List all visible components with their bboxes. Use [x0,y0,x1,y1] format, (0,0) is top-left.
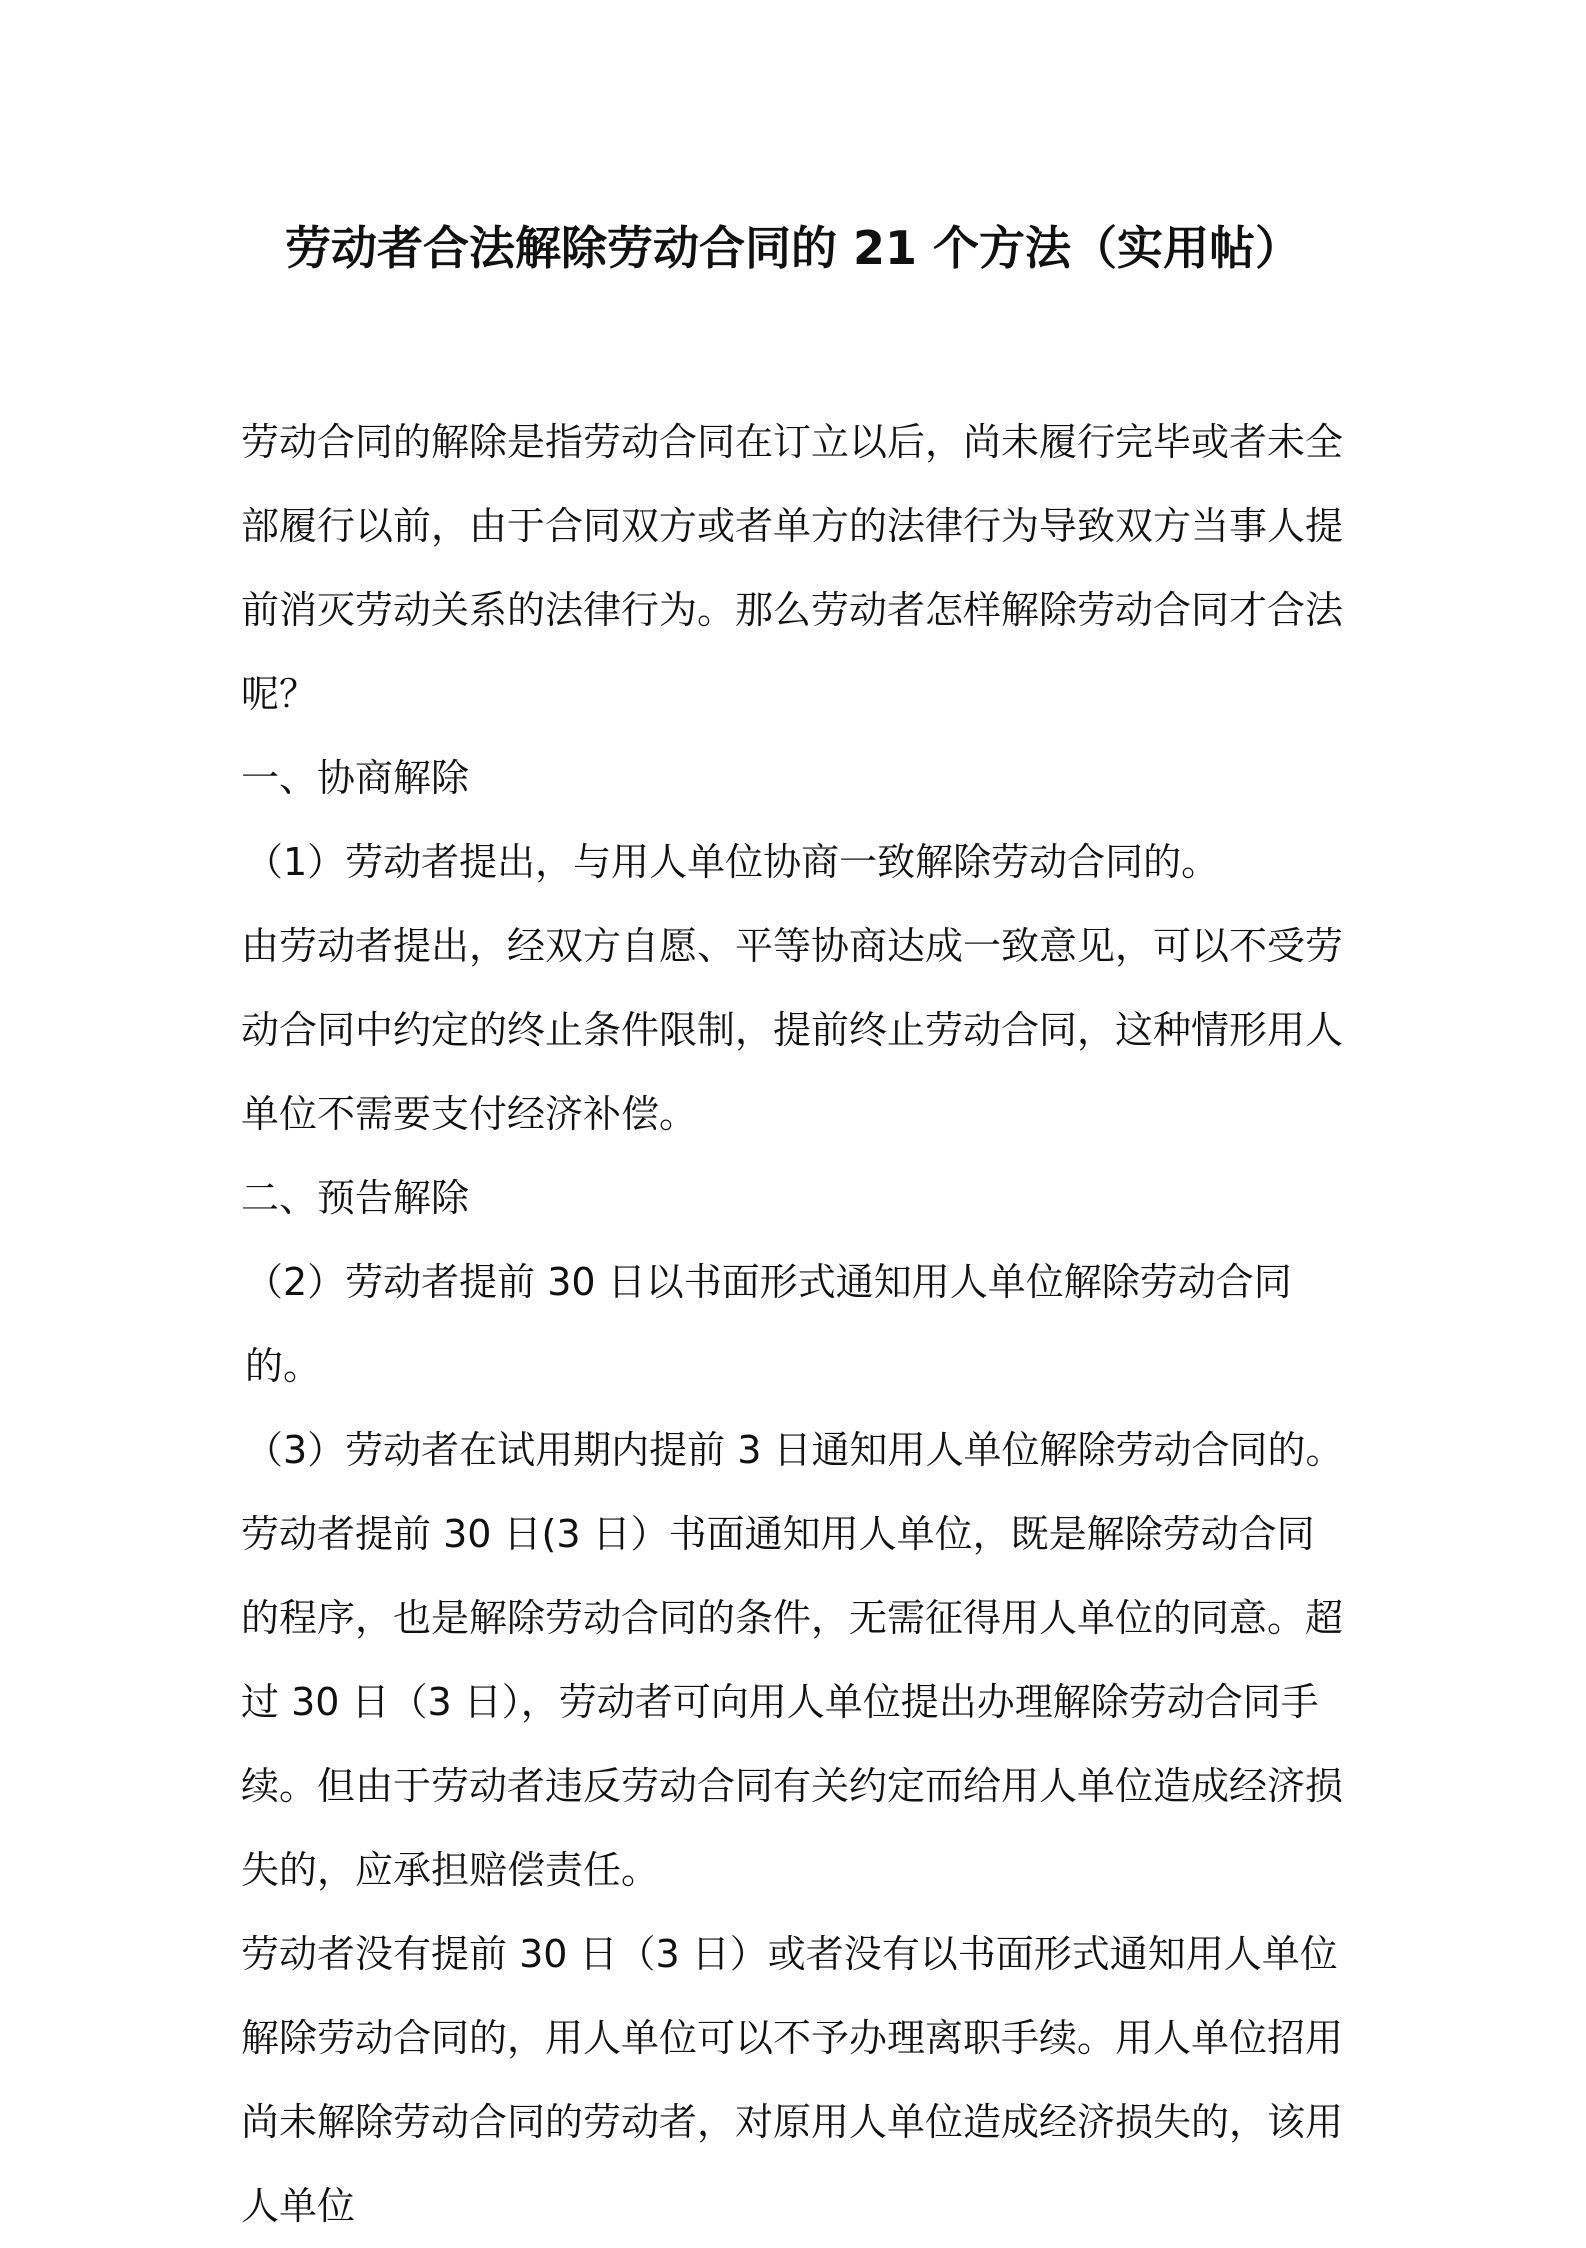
list-item-3: （3）劳动者在试用期内提前 3 日通知用人单位解除劳动合同的。 [245,1428,1344,1472]
section-heading-negotiated-termination: 一、协商解除 [241,756,470,800]
document-body [241,400,1351,2248]
section-heading-notice-termination: 二、预告解除 [241,1176,470,1220]
paragraph-negotiated-explanation: 由劳动者提出，经双方自愿、平等协商达成一致意见，可以不受劳动合同中约定的终止条件限制，提前终止劳动合同，这种情形用人单位不需要支付经济补偿。 [241,924,1344,1136]
intro-paragraph: 劳动合同的解除是指劳动合同在订立以后，尚未履行完毕或者未全部履行以前，由于合同双方或者单方的法律行为导致双方当事人提前消灭劳动关系的法律行为。那么劳动者怎样解除劳动合同才合法呢？ [241,420,1344,716]
paragraph-notice-explanation: 劳动者提前 30 日(3 日）书面通知用人单位，既是解除劳动合同的程序，也是解除劳动合同的条件，无需征得用人单位的同意。超过 30 日（3 日），劳动者可向用人单位提出办理解除劳动合同手续。但由于劳动者违反劳动合同有关约定而给用人单位造成经济损失的，应承担赔偿责任。 [241,1512,1344,1892]
list-item-2: （2）劳动者提前 30 日以书面形式通知用人单位解除劳动合同的。 [245,1260,1292,1388]
paragraph-without-notice: 劳动者没有提前 30 日（3 日）或者没有以书面形式通知用人单位解除劳动合同的，用人单位可以不予办理离职手续。用人单位招用尚未解除劳动合同的劳动者，对原用人单位造成经济损失的，该用人单位 [241,1932,1344,2228]
document-title: 劳动者合法解除劳动合同的 21 个方法（实用帖） [284,221,1302,275]
list-item-1: （1）劳动者提出，与用人单位协商一致解除劳动合同的。 [245,840,1220,884]
